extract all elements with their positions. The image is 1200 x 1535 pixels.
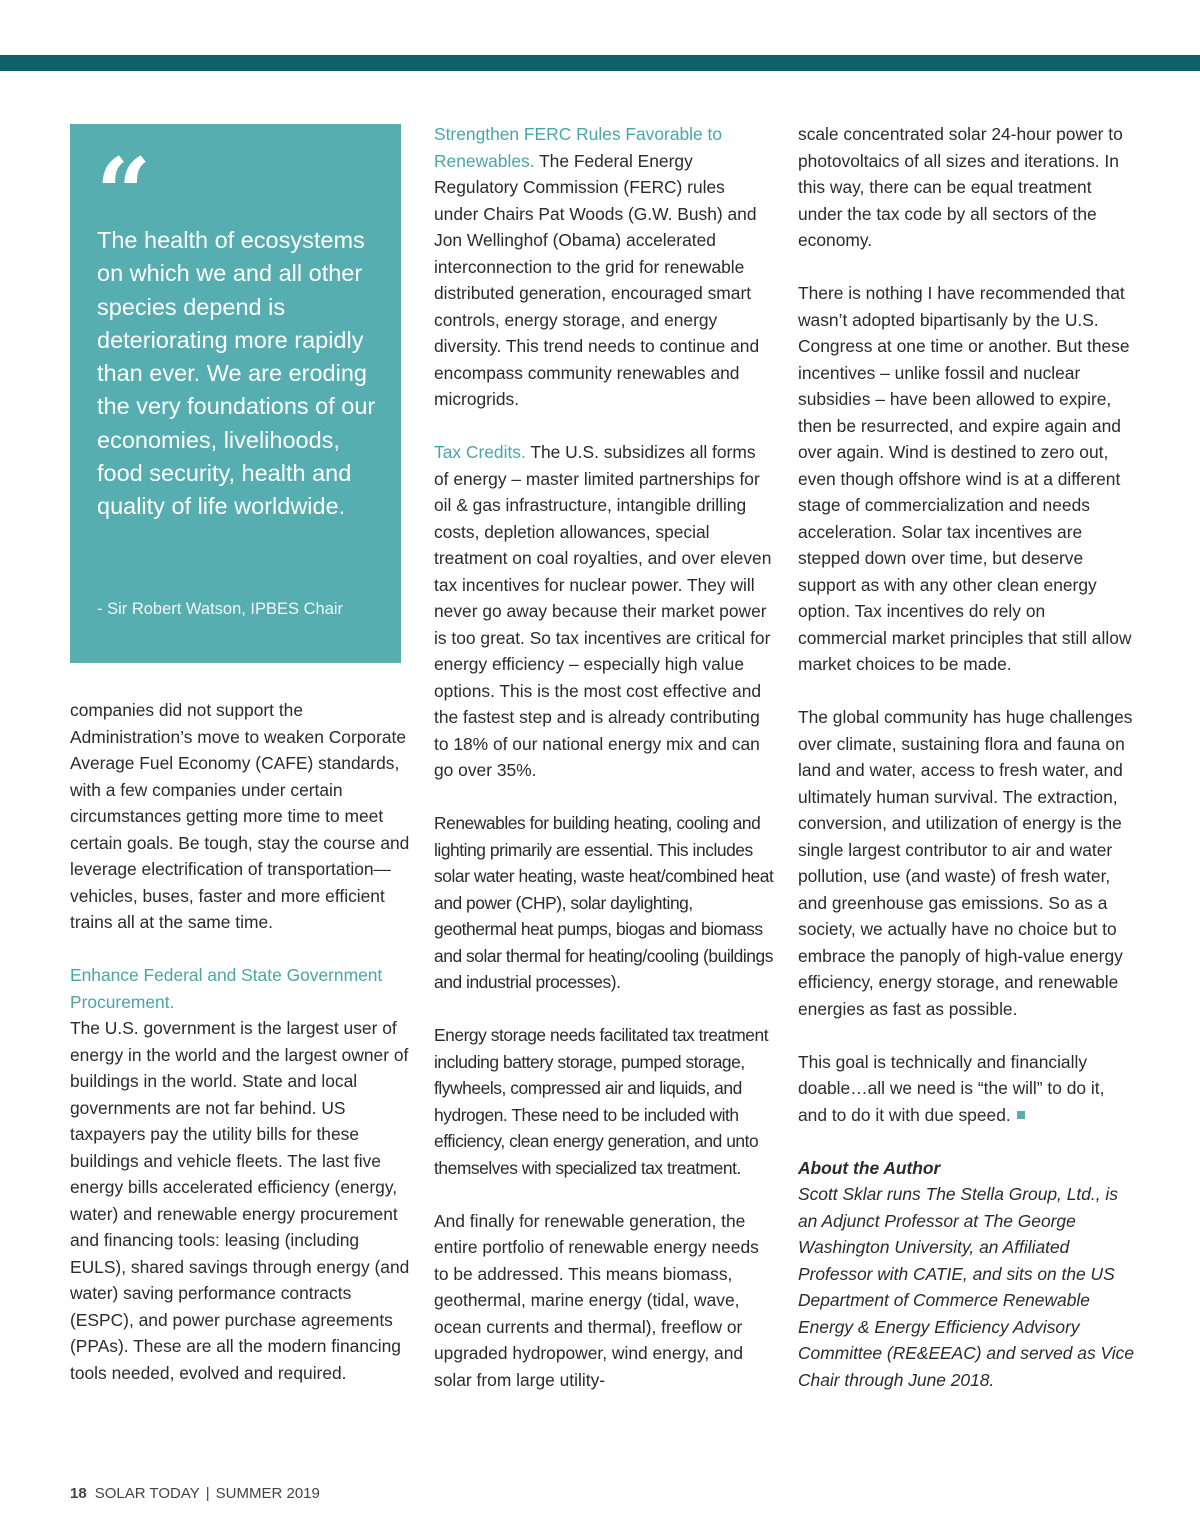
paragraph — [798, 1049, 1138, 1129]
page-number: 18 — [70, 1485, 87, 1502]
end-mark-icon — [1017, 1111, 1025, 1119]
paragraph: Energy storage needs facilitated tax treatment including battery storage, pumped storage, flywheels, compressed air and liquids, and hydrogen. These need to be included with efficiency, clean energy generation, and unto themselves with specialized tax treatment. — [434, 1025, 769, 1178]
issue-label: SUMMER 2019 — [215, 1485, 320, 1502]
paragraph: The global community has huge challenges over climate, sustaining flora and fauna on land and water, access to fresh water, and ultimately human survival. The extraction, conversion, and utilization of energy is the single largest contributor to air and water pollution, use (and waste) of fresh water, and greenhouse gas emissions. So as a society, we actually have no choice but to embrace the panoply of high-value energy efficiency, energy storage, and renewable energies as fast as possible. — [798, 707, 1133, 1019]
column-right — [798, 121, 1138, 1393]
paragraph: There is nothing I have recommended that wasn’t adopted bipartisanly by the U.S. Congress at one time or another. But these incentives – unlike fossil and nuclear subsidies – have been allowed to expire, then be resurrected, and expire again and over again. Wind is destined to zero out, even though offshore wind is at a different stage of commercialization and needs acceleration. Solar tax incentives are stepped down over time, but deserve support as with any other clean energy option. Tax incentives do rely on commercial market principles that still allow market choices to be made. — [798, 283, 1132, 674]
paragraph: And finally for renewable generation, the entire portfolio of renewable energy needs to be addressed. This means biomass, geothermal, marine energy (tidal, wave, ocean currents and thermal), freeflow or upgraded hydropower, wind energy, and solar from large utility- — [434, 1210, 759, 1390]
section-heading-tax-credits: Tax Credits. — [434, 442, 526, 462]
paragraph: companies did not support the Administration’s move to weaken Corporate Average Fuel Economy (CAFE) standards, with a few companies under certain circumstances getting more time to meet certain goals. Be tough, stay the course and leverage electrification of transportation— vehicles, buses, faster and more efficient trains all at the same time. — [70, 700, 410, 932]
footer-separator: | — [205, 1485, 210, 1502]
column-middle — [434, 121, 774, 1393]
quotation-mark-icon: “ — [96, 137, 152, 250]
paragraph — [434, 121, 774, 413]
paragraph: scale concentrated solar 24-hour power to photovoltaics of all sizes and iterations. In this way, there can be equal treatment under the tax code by all sectors of the economy. — [798, 124, 1123, 250]
paragraph-body: The U.S. subsidizes all forms of energy – master limited partnerships for oil & gas infrastructure, intangible drilling costs, depletion allowances, special treatment on coal royalties, and over eleven tax incentives for nuclear power. They will never go away because their market power is too great. So tax incentives are critical for energy efficiency – especially high value options. This is the most cost effective and the fastest step and is already contributing to 18% of our national energy mix and can go over 35%. — [434, 442, 772, 780]
about-author-text: Scott Sklar runs The Stella Group, Ltd., is an Adjunct Professor at The George Washington University, an Affiliated Professor with CATIE, and sits on the US Department of Commerce Renewable Energy & Energy Efficiency Advisory Committee (RE&EEAC) and served as Vice Chair through June 2018. — [798, 1184, 1135, 1390]
section-heading-ferc: Strengthen FERC Rules Favorable to Renewables. — [434, 124, 723, 171]
paragraph — [434, 439, 774, 784]
magazine-name: SOLAR TODAY — [94, 1485, 200, 1502]
pull-quote-attribution: - Sir Robert Watson, IPBES Chair — [97, 600, 344, 618]
about-author-heading: About the Author — [798, 1157, 941, 1178]
page-footer — [70, 1484, 320, 1504]
about-author — [798, 1155, 1138, 1394]
paragraph: Renewables for building heating, cooling and lighting primarily are essential. This includes solar water heating, waste heat/combined heat and power (CHP), solar daylighting, geothermal heat pumps, biogas and biomass and solar thermal for heating/cooling (buildings and industrial processes). — [434, 813, 774, 992]
top-color-bar — [0, 55, 1200, 71]
section-heading-procurement: Enhance Federal and State Government Procurement. — [70, 965, 383, 1012]
column-left — [70, 697, 410, 1386]
pull-quote-box — [70, 124, 401, 663]
pull-quote-text: The health of ecosystems on which we and all other species depend is deteriorating more rapidly than ever. We are eroding the very foundations of our economies, livelihoods, food security, health and quality of life worldwide. — [97, 227, 376, 520]
paragraph — [70, 962, 410, 1386]
paragraph-body: The Federal Energy Regulatory Commission (FERC) rules under Chairs Pat Woods (G.W. Bush) and Jon Wellinghof (Obama) accelerated interconnection to the grid for renewable distributed generation, encouraged smart controls, energy storage, and energy diversity. This trend needs to continue and encompass community renewables and microgrids. — [434, 150, 760, 409]
paragraph-body: This goal is technically and financially doable…all we need is “the will” to do it, and to do it with due speed. — [798, 1051, 1105, 1125]
paragraph-body: The U.S. government is the largest user of energy in the world and the largest owner of buildings in the world. State and local governments are not far behind. US taxpayers pay the utility bills for these buildings and vehicle fleets. The last five energy bills accelerated efficiency (energy, water) and renewable energy procurement and financing tools: leasing (including EULS), shared savings through energy (and water) saving performance contracts (ESPC), and power purchase agreements (PPAs). These are all the modern financing tools needed, evolved and required. — [70, 1018, 410, 1383]
